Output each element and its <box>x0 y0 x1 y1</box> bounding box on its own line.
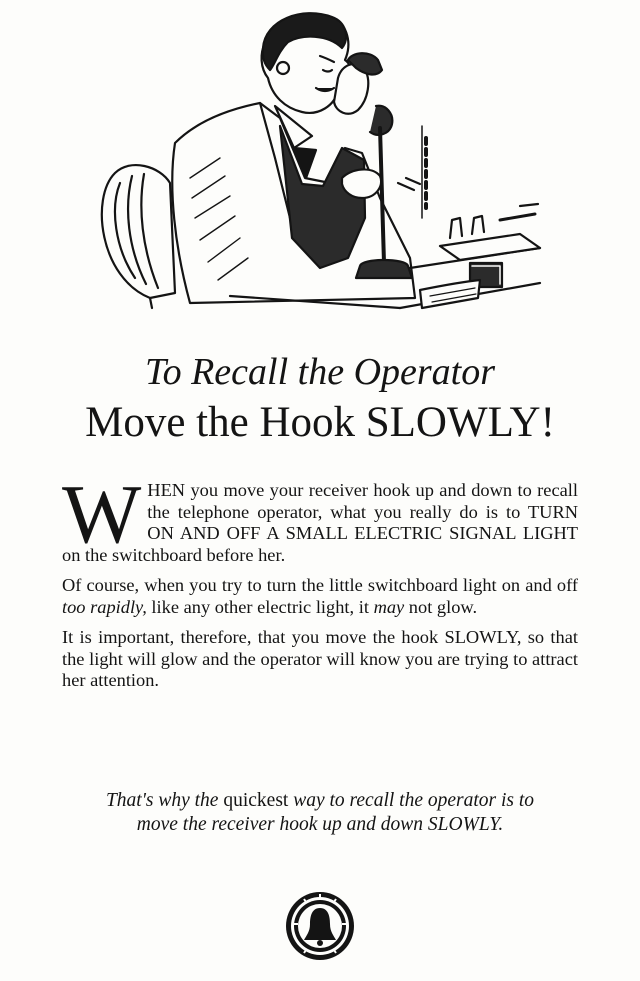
body-text <box>62 468 578 701</box>
paragraph-1-text: HEN you move your receiver hook up and down to recall the telephone operator, what you really do is to TURN ON AND OFF A SMALL ELECTRIC SIGNAL LIGHT on the switchboard before her. <box>62 480 578 565</box>
paragraph-1 <box>62 468 578 566</box>
man-at-telephone-icon <box>80 8 550 338</box>
paragraph-2-emphasis-2: may <box>373 596 405 617</box>
closing-text-b: way to recall the operator is to move the receiver hook up and down SLOWLY. <box>136 790 535 835</box>
bell-system-seal <box>284 890 356 962</box>
subtitle: To Recall the Operator <box>144 351 496 393</box>
paragraph-2-emphasis-1: too rapidly, <box>62 596 147 617</box>
headline: Move the Hook SLOWLY! <box>85 399 555 446</box>
drop-cap: W <box>62 468 142 561</box>
paragraph-2 <box>62 575 578 618</box>
paragraph-2-text-b: like any other electric light, it <box>146 596 374 617</box>
bell-system-seal-icon <box>284 890 356 962</box>
man-telephone-illustration <box>80 8 550 338</box>
closing-plain-word: quickest <box>223 790 289 811</box>
paragraph-2-text-c: not glow. <box>404 596 478 617</box>
closing-text-a: That's why the <box>105 790 224 811</box>
closing-statement <box>100 789 540 836</box>
paragraph-3: It is important, therefore, that you move the hook SLOWLY, so that the light will glow and the operator will know you are trying to attract her attention. <box>62 627 578 690</box>
paragraph-2-text-a: Of course, when you try to turn the little switchboard light on and off <box>62 575 578 595</box>
